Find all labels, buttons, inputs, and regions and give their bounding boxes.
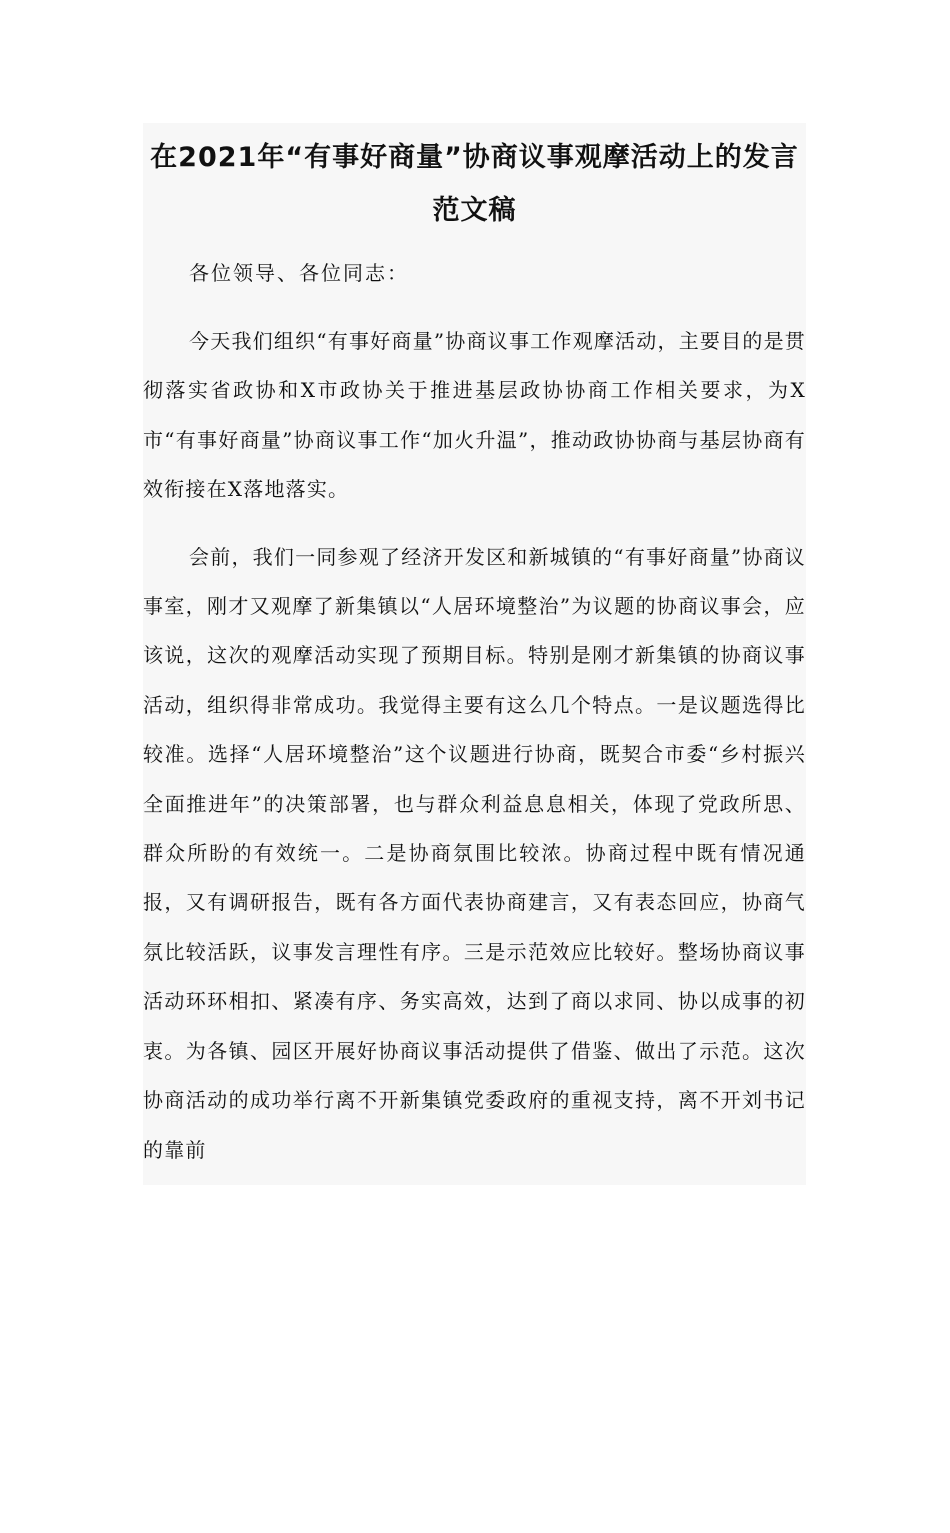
document-page <box>143 123 806 1185</box>
document-title: 在2021年“有事好商量”协商议事观摩活动上的发言范文稿 <box>150 142 799 226</box>
paragraph-2: 会前，我们一同参观了经济开发区和新城镇的“有事好商量”协商议事室，刚才又观摩了新集镇以“人居环境整治”为议题的协商议事会，应该说，这次的观摩活动实现了预期目标。特别是刚才新集镇的协商议事活动，组织得非常成功。我觉得主要有这么几个特点。一是议题选得比较准。选择“人居环境整治”这个议题进行协商，既契合市委“乡村振兴全面推进年”的决策部署，也与群众利益息息相关，体现了党政所思、群众所盼的有效统一。二是协商氛围比较浓。协商过程中既有情况通报，又有调研报告，既有各方面代表协商建言，又有表态回应，协商气氛比较活跃，议事发言理性有序。三是示范效应比较好。整场协商议事活动环环相扣、紧凑有序、务实高效，达到了商以求同、协以成事的初衷。为各镇、园区开展好协商议事活动提供了借鉴、做出了示范。这次协商活动的成功举行离不开新集镇党委政府的重视支持，离不开刘书记的靠前 <box>143 544 806 1162</box>
paragraph-1: 今天我们组织“有事好商量”协商议事工作观摩活动，主要目的是贯彻落实省政协和X市政协关于推进基层政协协商工作相关要求，为X市“有事好商量”协商议事工作“加火升温”，推动政协协商与基层协商有效衔接在X落地落实。 <box>143 329 806 502</box>
salutation: 各位领导、各位同志： <box>189 261 409 285</box>
